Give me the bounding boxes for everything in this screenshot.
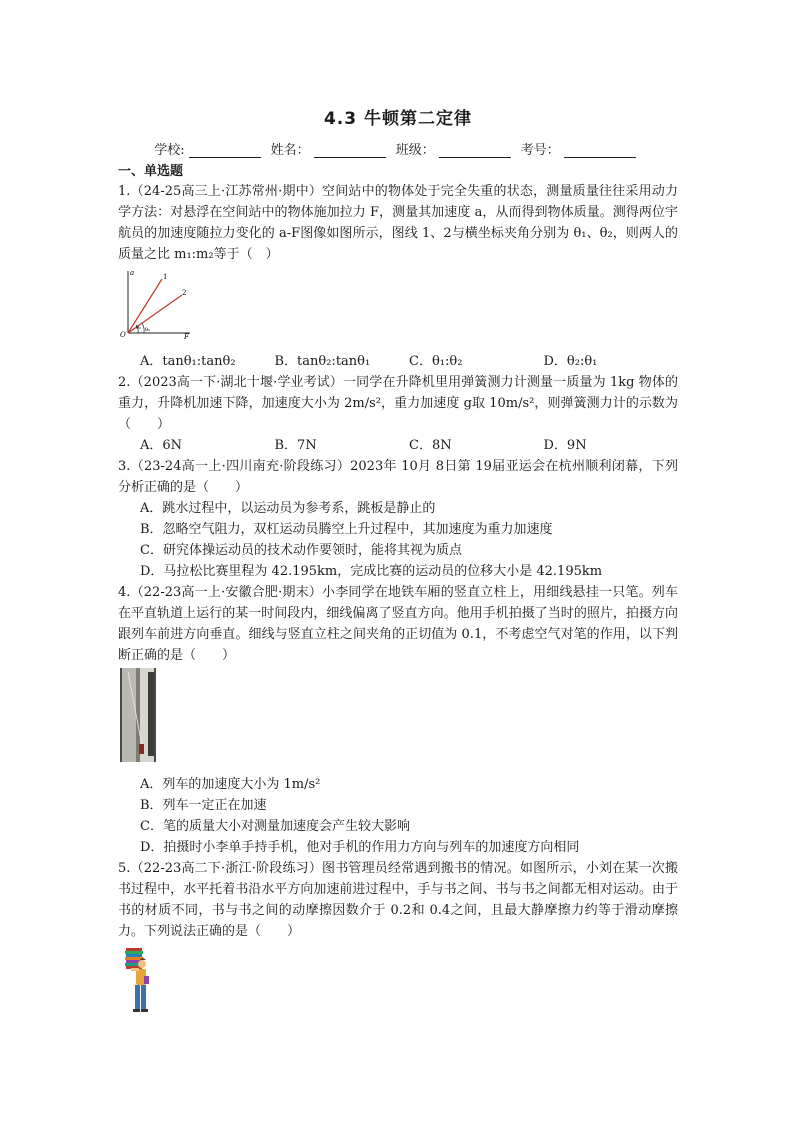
question-4-text: 4.（22-23高一上·安徽合肥·期末）小李同学在地铁车厢的竖直立柱上，用细线悬挂一只笔。列车在平直轨道上运行的某一时间段内，细线偏离了竖直方向。他用手机拍摄了当时的照片，拍摄方向跟列车前进方向垂直。细线与竖直立柱之间夹角的正切值为 0.1，不考虑空气对笔的作用，以下判断正确的是（ ） [118, 585, 678, 663]
question-3-text: 3.（23-24高一上·四川南充·阶段练习）2023年 10月 8日第 19届亚运会在杭州顺利闭幕，下列分析正确的是（ ） [118, 459, 678, 495]
section-heading: 一、单选题 [118, 164, 184, 179]
number-field[interactable] [564, 139, 636, 158]
option-d[interactable]: D．θ₂:θ₁ [543, 354, 598, 369]
af-graph [120, 267, 192, 339]
school-label: 学校: [154, 143, 185, 158]
option-b[interactable]: B．忽略空气阻力，双杠运动员腾空上升过程中，其加速度为重力加速度 [140, 522, 553, 537]
question-5-text: 5.（22-23高二下·浙江·阶段练习）图书管理员经常遇到搬书的情况。如图所示，小刘在某一次搬书过程中，水平托着书沿水平方向加速前进过程中，手与书之间、书与书之间都无相对运动。由于书的材质不同，书与书之间的动摩擦因数介于 0.2和 0.4之间，且最大静摩擦力约等于滑动摩擦力。下列说法正确的是（ ） [118, 861, 678, 939]
school-field[interactable] [189, 139, 261, 158]
option-a[interactable]: A．列车的加速度大小为 1m/s² [140, 777, 321, 792]
question-2-options [118, 435, 678, 456]
document-page [118, 104, 678, 1030]
class-label: 班级： [395, 143, 435, 158]
option-b[interactable]: B．7N [274, 438, 317, 453]
question-5-figure [120, 944, 678, 1022]
name-field[interactable] [314, 139, 386, 158]
label-line-1: 1 [163, 273, 168, 281]
question-4-figure [120, 668, 678, 766]
option-c[interactable]: C．笔的质量大小对测量加速度会产生较大影响 [140, 819, 410, 834]
graph-line-1 [128, 279, 162, 333]
label-theta-1: θ₁ [136, 325, 142, 331]
label-O: O [120, 331, 126, 339]
pen-shape [139, 744, 144, 754]
question-2-text: 2.（2023高一下·湖北十堰·学业考试）一同学在升降机里用弹簧测力计测量一质量为 1kg 物体的重力，升降机加速下降，加速度大小为 2m/s²，重力加速度 g取 10m/s²，则弹簧测力计的示数为（ ） [118, 375, 678, 432]
option-a[interactable]: A．tanθ₁:tanθ₂ [140, 354, 236, 369]
question-3-options [118, 498, 678, 582]
question-4-options [118, 774, 678, 858]
label-theta-2: θ₂ [145, 327, 151, 333]
number-label: 考号： [520, 143, 560, 158]
page-title: 4.3 牛顿第二定律 [323, 109, 473, 129]
question-1-figure [120, 267, 678, 343]
question-1-options [118, 351, 678, 372]
librarian-carrying-books [120, 944, 158, 1018]
option-c[interactable]: C．研究体操运动员的技术动作要领时，能将其视为质点 [140, 543, 462, 558]
option-c[interactable]: C．θ₁:θ₂ [409, 354, 463, 369]
option-d[interactable]: D．拍摄时小李单手持手机，他对手机的作用力方向与列车的加速度方向相同 [140, 840, 580, 855]
class-field[interactable] [439, 139, 511, 158]
option-a[interactable]: A．6N [140, 438, 183, 453]
option-d[interactable]: D．9N [543, 438, 587, 453]
subway-pole-photo [120, 668, 156, 762]
label-line-2: 2 [182, 289, 187, 297]
option-d[interactable]: D．马拉松比赛里程为 42.195km，完成比赛的运动员的位移大小是 42.195km [140, 564, 603, 579]
option-b[interactable]: B．tanθ₂:tanθ₁ [274, 354, 371, 369]
option-b[interactable]: B．列车一定正在加速 [140, 798, 267, 813]
label-a: a [130, 269, 135, 277]
student-info-row [118, 139, 678, 158]
question-1-text: 1.（24-25高三上·江苏常州·期中）空间站中的物体处于完全失重的状态，测量质量往往采用动力学方法：对悬浮在空间站中的物体施加拉力 F，测量其加速度 a，从而得到物体质量。测得两位宇航员的加速度随拉力变化的 a-F图像如图所示，图线 1、2与横坐标夹角分别为 θ₁、θ₂，则两人的质量之比 m₁:m₂等于（ ） [118, 184, 678, 262]
label-F: F [184, 333, 189, 339]
option-c[interactable]: C．8N [409, 438, 452, 453]
option-a[interactable]: A．跳水过程中，以运动员为参考系，跳板是静止的 [140, 501, 436, 516]
name-label: 姓名： [270, 143, 310, 158]
theta-arc-2 [142, 323, 144, 333]
